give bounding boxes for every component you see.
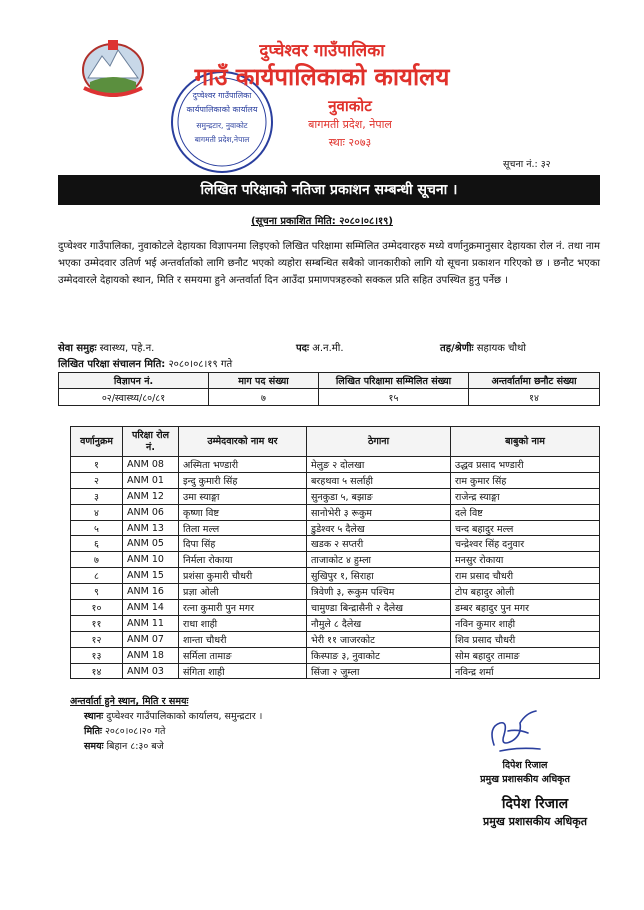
father-name-cell: नविन्द्र शर्मा [451, 663, 600, 679]
interview-place-value: दुप्चेश्वर गाउँपालिकाको कार्यालय, समुन्द्रटार । [106, 711, 263, 722]
name-cell: कृष्णा विष्ट [179, 504, 307, 520]
serial-cell: ९ [71, 584, 123, 600]
father-name-cell: सोम बहादुर तामाङ [451, 647, 600, 663]
table-row [71, 472, 600, 488]
level [440, 340, 526, 354]
name-cell: संगिता शाही [179, 663, 307, 679]
table-row [71, 504, 600, 520]
summary-header-row [59, 373, 600, 389]
service-label: सेवा समुहः [58, 343, 97, 354]
table-row [71, 663, 600, 679]
roll-cell: ANM 05 [123, 536, 179, 552]
result-header-row [71, 427, 600, 457]
summary-header: लिखित परिक्षामा सम्मिलित संख्या [319, 373, 469, 389]
level-value: सहायक चौथो [476, 343, 527, 354]
exam-date [58, 356, 232, 370]
table-row [71, 615, 600, 631]
roll-cell: ANM 15 [123, 568, 179, 584]
name-cell: रत्ना कुमारी पुन मगर [179, 600, 307, 616]
roll-cell: ANM 08 [123, 457, 179, 473]
name-cell: राधा शाही [179, 615, 307, 631]
serial-cell: १३ [71, 647, 123, 663]
notice-number: सूचना नं.: ३२ [503, 159, 551, 170]
post [296, 340, 344, 354]
father-name-cell: डम्बर बहादुर पुन मगर [451, 600, 600, 616]
published-date: (सूचना प्रकाशित मिति: २०८०।०८।१९) [251, 216, 393, 227]
result-header: परिक्षा रोल नं. [123, 427, 179, 457]
interview-time-label: समयः [84, 741, 104, 752]
name-cell: अस्मिता भण्डारी [179, 457, 307, 473]
exam-date-value: २०८०।०८।१९ गते [168, 359, 233, 370]
summary-cell: १४ [469, 389, 600, 406]
established-year: स्थाः २०७३ [328, 136, 372, 149]
interview-title: अन्तर्वार्ता हुने स्थान, मिति र समयः [70, 696, 189, 707]
address-cell: भेरी ११ जाजरकोट [307, 631, 451, 647]
summary-cell: ०२/स्वास्थ्य/८०/८१ [59, 389, 209, 406]
father-name-cell: राम प्रसाद चौधरी [451, 568, 600, 584]
roll-cell: ANM 12 [123, 488, 179, 504]
address-cell: चामुण्डा बिन्द्रासैनी २ दैलेख [307, 600, 451, 616]
roll-cell: ANM 03 [123, 663, 179, 679]
roll-cell: ANM 10 [123, 552, 179, 568]
serial-cell: ८ [71, 568, 123, 584]
province-name: बागमती प्रदेश, नेपाल [308, 118, 392, 131]
serial-cell: १ [71, 457, 123, 473]
interview-date [84, 724, 165, 737]
signatory-role: प्रमुख प्रशासकीय अधिकृत [480, 774, 570, 785]
district-name: नुवाकोट [328, 97, 372, 115]
name-cell: तिला मल्ल [179, 520, 307, 536]
stamp-role: प्रमुख प्रशासकीय अधिकृत [483, 815, 587, 828]
roll-cell: ANM 18 [123, 647, 179, 663]
roll-cell: ANM 11 [123, 615, 179, 631]
table-row [71, 488, 600, 504]
roll-cell: ANM 06 [123, 504, 179, 520]
result-header: वर्णानुक्रम [71, 427, 123, 457]
serial-cell: १४ [71, 663, 123, 679]
result-table [70, 426, 600, 679]
notice-title: लिखित परिक्षाको नतिजा प्रकाशन सम्बन्धी सूचना । [58, 175, 600, 205]
table-row [71, 552, 600, 568]
name-cell: निर्मला रोकाया [179, 552, 307, 568]
father-name-cell: मनसुर रोकाया [451, 552, 600, 568]
father-name-cell: चन्द बहादुर मल्ल [451, 520, 600, 536]
roll-cell: ANM 14 [123, 600, 179, 616]
handwritten-signature-icon [478, 705, 550, 759]
address-cell: सानोभेरी ३ रूकुम [307, 504, 451, 520]
father-name-cell: उद्धव प्रसाद भण्डारी [451, 457, 600, 473]
interview-date-value: २०८०।०८।२० गते [104, 726, 166, 737]
table-row [71, 457, 600, 473]
result-header: ठेगाना [307, 427, 451, 457]
result-body [71, 457, 600, 679]
serial-cell: ७ [71, 552, 123, 568]
father-name-cell: टोप बहादुर ओली [451, 584, 600, 600]
exam-date-label: लिखित परिक्षा संचालन मिति: [58, 359, 166, 370]
address-cell: सिंजा २ जुम्ला [307, 663, 451, 679]
svg-text:कार्यपालिकाको कार्यालय: कार्यपालिकाको कार्यालय [186, 105, 258, 114]
address-cell: त्रिवेणी ३, रूकुम पश्चिम [307, 584, 451, 600]
serial-cell: ३ [71, 488, 123, 504]
signatory-name: दिपेश रिजाल [502, 760, 548, 771]
office-name: गाउँ कार्यपालिकाको कार्यालय [194, 63, 450, 91]
post-label: पदः [296, 343, 310, 354]
interview-date-label: मितिः [84, 726, 102, 737]
table-row [71, 520, 600, 536]
interview-time [84, 739, 164, 752]
table-row [71, 647, 600, 663]
address-cell: नौमुले ८ दैलेख [307, 615, 451, 631]
name-cell: प्रशंसा कुमारी चौधरी [179, 568, 307, 584]
address-cell: मेलुङ २ दोलखा [307, 457, 451, 473]
serial-cell: २ [71, 472, 123, 488]
roll-cell: ANM 07 [123, 631, 179, 647]
table-row [71, 536, 600, 552]
stamp-name: दिपेश रिजाल [501, 796, 569, 812]
serial-cell: ५ [71, 520, 123, 536]
roll-cell: ANM 13 [123, 520, 179, 536]
address-cell: डुडेश्वर ५ दैलेख [307, 520, 451, 536]
summary-header: माग पद संख्या [209, 373, 319, 389]
father-name-cell: नविन कुमार शाही [451, 615, 600, 631]
service-value: स्वास्थ्य, पहे.न. [99, 343, 155, 354]
summary-header: विज्ञापन नं. [59, 373, 209, 389]
svg-text:दुप्चेश्वर गाउँपालिका: दुप्चेश्वर गाउँपालिका [192, 91, 252, 100]
serial-cell: ११ [71, 615, 123, 631]
serial-cell: १२ [71, 631, 123, 647]
father-name-cell: दले विष्ट [451, 504, 600, 520]
roll-cell: ANM 01 [123, 472, 179, 488]
address-cell: खडक २ सप्तरी [307, 536, 451, 552]
summary-cell: १५ [319, 389, 469, 406]
serial-cell: ६ [71, 536, 123, 552]
name-cell: शान्ता चौधरी [179, 631, 307, 647]
address-cell: बरहथवा ५ सर्लाही [307, 472, 451, 488]
svg-text:बागमती प्रदेश,नेपाल: बागमती प्रदेश,नेपाल [194, 135, 250, 144]
summary-header: अन्तर्वार्तामा छनौट संख्या [469, 373, 600, 389]
father-name-cell: चन्द्रेश्वर सिंह दनुवार [451, 536, 600, 552]
address-cell: सुखिपुर १, सिराहा [307, 568, 451, 584]
result-header: बाबुको नाम [451, 427, 600, 457]
name-cell: दिपा सिंह [179, 536, 307, 552]
address-cell: किस्पाङ ३, नुवाकोट [307, 647, 451, 663]
name-cell: इन्दु कुमारी सिंह [179, 472, 307, 488]
summary-cell: ७ [209, 389, 319, 406]
interview-time-value: बिहान ८:३० बजे [106, 741, 164, 752]
serial-cell: ४ [71, 504, 123, 520]
table-row [71, 631, 600, 647]
summary-table [58, 372, 600, 406]
notice-body: दुप्चेश्वर गाउँपालिका, नुवाकोटले देहायका विज्ञापनमा लिइएको लिखित परिक्षामा सम्मिलित उम्मेदवारहरु मध्ये वर्णानुक्रमानुसार देहायका रोल नं. तथा नाम भएका उम्मेदवार उतिर्ण भई अन्तर्वार्ताको लागि छनौट भएको व्यहोरा सम्बन्धित सबैको जानकारीको लागि यो सूचना प्रकाशन गरिएको छ । छनौट भएका उम्मेदवारले देहायको स्थान, मिति र समयमा हुने अन्तर्वार्ता दिन आउँदा प्रमाणपत्रहरुको सक्कल प्रति सहित उपस्थित हुनु पर्नेछ । [58, 241, 600, 286]
interview-place-label: स्थानः [84, 711, 104, 722]
father-name-cell: शिव प्रसाद चौधरी [451, 631, 600, 647]
post-value: अ.न.मी. [312, 343, 344, 354]
table-row [71, 600, 600, 616]
address-cell: सुनकुडा ५, बझाङ [307, 488, 451, 504]
father-name-cell: राम कुमार सिंह [451, 472, 600, 488]
father-name-cell: राजेन्द्र स्याङ्गा [451, 488, 600, 504]
table-row [71, 584, 600, 600]
interview-place [84, 709, 262, 722]
level-label: तह/श्रेणीः [440, 343, 474, 354]
name-cell: सर्मिला तामाङ [179, 647, 307, 663]
svg-text:समुन्द्रटार, नुवाकोट: समुन्द्रटार, नुवाकोट [196, 121, 248, 130]
name-cell: उमा स्याङ्गा [179, 488, 307, 504]
address-cell: ताजाकोट ४ हुम्ला [307, 552, 451, 568]
municipality-name: दुप्चेश्वर गाउँपालिका [259, 41, 385, 61]
table-row [71, 568, 600, 584]
name-cell: प्रज्ञा ओली [179, 584, 307, 600]
serial-cell: १० [71, 600, 123, 616]
roll-cell: ANM 16 [123, 584, 179, 600]
service-group [58, 340, 154, 354]
result-header: उम्मेदवारको नाम थर [179, 427, 307, 457]
summary-row [59, 389, 600, 406]
